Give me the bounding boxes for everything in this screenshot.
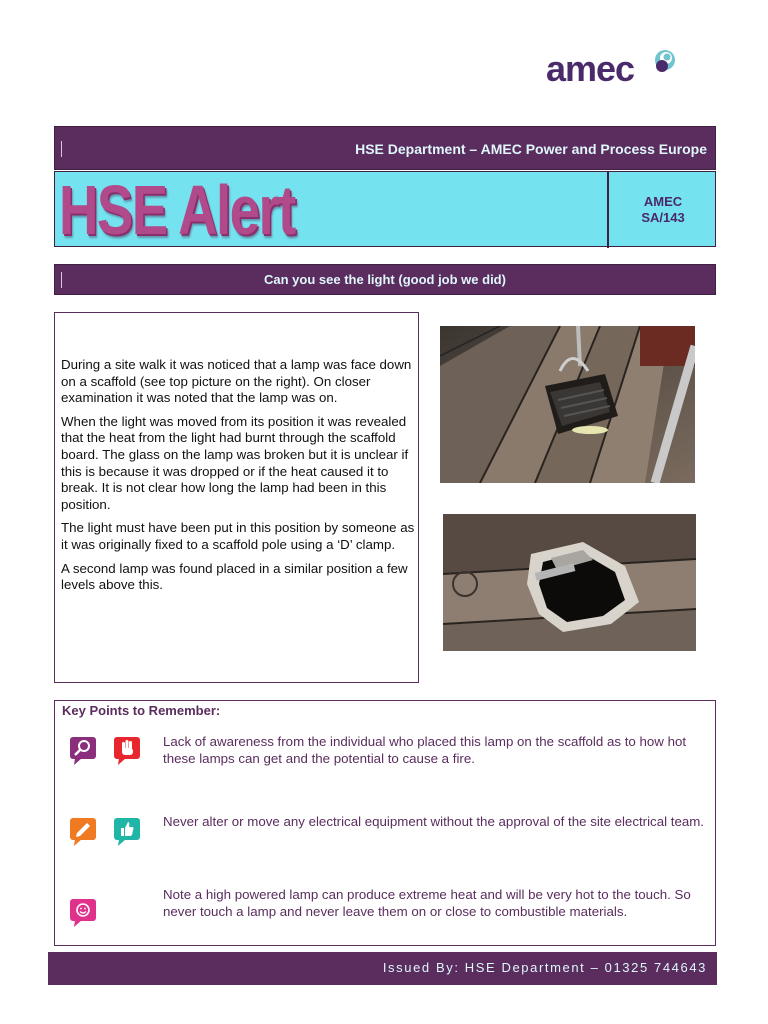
logo-mark-icon xyxy=(650,46,676,76)
department-header-bar xyxy=(54,126,716,170)
footer-contact: Issued By: HSE Department – 01325 744643 xyxy=(382,960,707,975)
alert-banner xyxy=(54,171,716,247)
alert-subtitle: Can you see the light (good job we did) xyxy=(264,272,506,287)
subtitle-bar xyxy=(54,264,716,295)
key-point-text: Lack of awareness from the individual who placed this lamp on the scaffold as to how hot these lamps can get and the potential to cause a fire. xyxy=(163,734,687,766)
banner-divider xyxy=(607,172,609,248)
stop-hand-icon xyxy=(113,736,141,766)
body-paragraph: The light must have been put in this position by someone as it was originally fixed to a scaffold pole using a ‘D’ clamp. xyxy=(61,520,415,552)
thumbs-up-icon xyxy=(113,817,141,847)
key-point-text: Note a high powered lamp can produce extreme heat and will be very hot to the touch. So never touch a lamp and never leave them on or close to combustible materials. xyxy=(163,887,691,919)
key-points-box xyxy=(54,719,716,946)
key-points-header xyxy=(54,700,716,720)
alert-ref-line1: AMEC xyxy=(643,194,683,209)
key-point-text: Never alter or move any electrical equipment without the approval of the site electrical team. xyxy=(163,814,705,829)
body-paragraph: During a site walk it was noticed that a lamp was face down on a scaffold (see top picture on the right). On closer examination it was noted that the lamp was on. xyxy=(61,357,412,406)
body-paragraph: A second lamp was found placed in a similar position a few levels above this. xyxy=(61,560,408,593)
incident-description xyxy=(61,357,415,601)
incident-description-box xyxy=(54,312,419,683)
edit-pencil-icon xyxy=(69,817,97,847)
logo-text: amec xyxy=(546,48,635,89)
body-paragraph: When the light was moved from its position it was revealed that the heat from the light had burnt through the scaffold board. The glass on the lamp was broken but it is unclear if this is because it was dropped or if the heat caused it to break. It is not clear how long the lamp had been in this position. xyxy=(61,413,409,512)
burnt-scaffold-board-photo xyxy=(443,514,696,651)
magnifier-icon xyxy=(69,736,97,766)
lamp-on-scaffold-photo xyxy=(440,326,695,483)
footer-bar xyxy=(48,952,717,985)
amec-logo xyxy=(540,42,680,94)
department-title: HSE Department – AMEC Power and Process Europe xyxy=(355,141,707,157)
key-points-title: Key Points to Remember: xyxy=(62,703,221,718)
alert-title: HSE Alert xyxy=(59,171,295,249)
header-tick xyxy=(61,141,62,157)
alert-ref-line2: SA/143 xyxy=(641,210,685,225)
smiley-icon xyxy=(69,898,97,928)
alert-reference xyxy=(611,194,715,226)
